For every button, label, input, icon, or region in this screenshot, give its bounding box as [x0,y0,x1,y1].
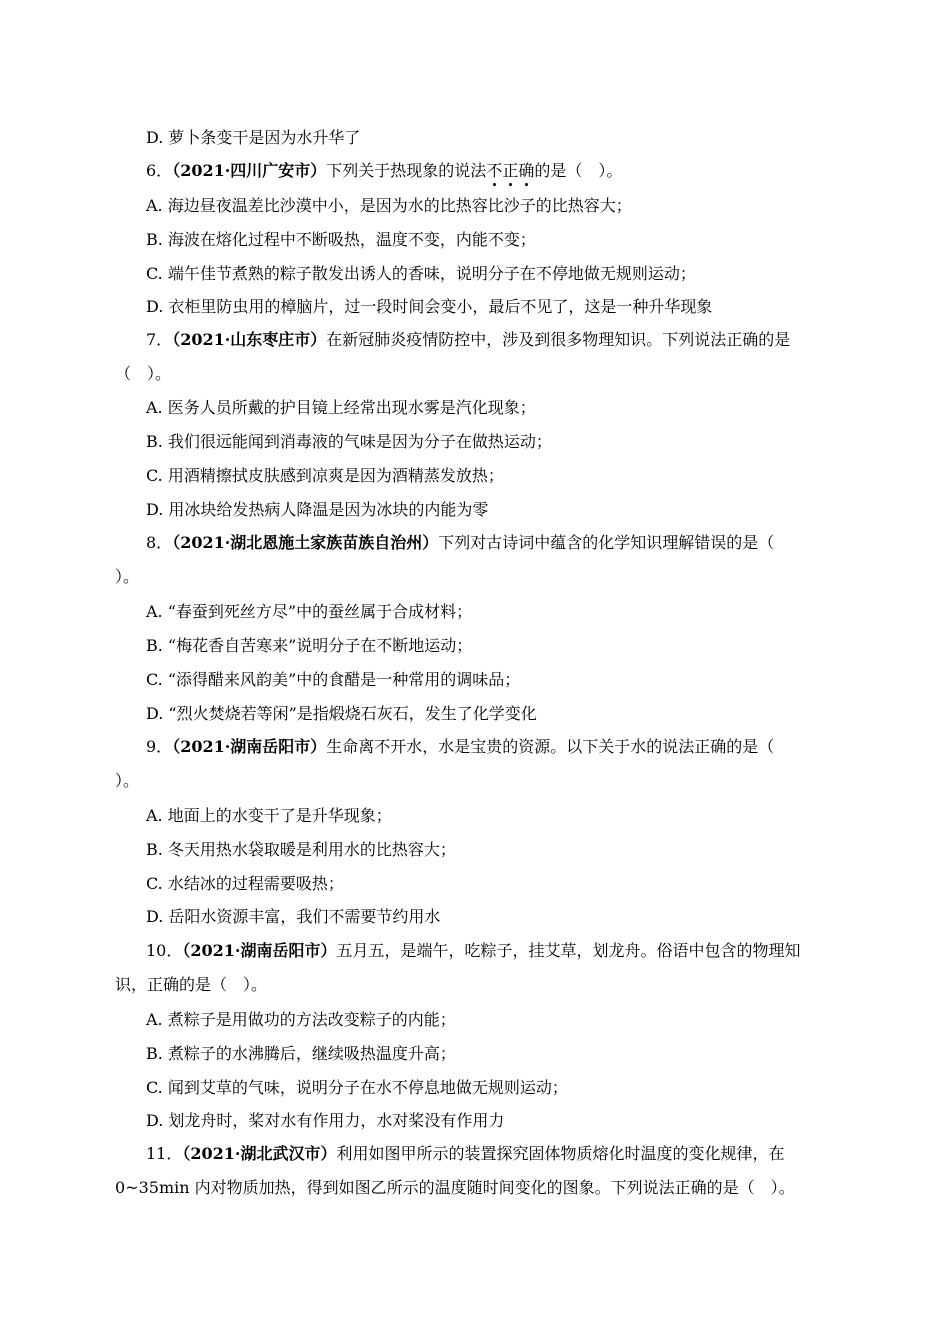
q8-continuation: ）。 [115,567,140,586]
emphasis-char: 确 [518,161,535,180]
question-7 [146,330,790,350]
question-text: 下列关于热现象的说法 [326,161,487,180]
emphasis-char: 正 [502,161,519,180]
q7-continuation: （ ）。 [115,364,172,383]
q8-option-b: B. “梅花香自苦寒来”说明分子在不断地运动； [146,636,473,655]
q7-option-a: A. 医务人员所戴的护目镜上经常出现水雾是汽化现象； [146,398,536,417]
q10-continuation: 识，正确的是（ ）。 [115,975,268,994]
q10-option-d: D. 划龙舟时，桨对水有作用力，水对桨没有作用力 [146,1111,505,1130]
question-source: （2021·山东枣庄市） [172,330,327,349]
q9-option-a: A. 地面上的水变干了是升华现象； [146,806,392,825]
question-10 [146,941,801,961]
q8-option-c: C. “添得醋来风韵美”中的食醋是一种常用的调味品； [146,670,521,689]
question-number: 7． [146,330,173,349]
q6-option-c: C. 端午佳节煮熟的粽子散发出诱人的香味，说明分子在不停地做无规则运动； [146,264,696,283]
question-text: 利用如图甲所示的装置探究固体物质熔化时温度的变化规律，在 [336,1144,785,1163]
q10-option-c: C. 闻到艾草的气味，说明分子在水不停息地做无规则运动； [146,1078,568,1097]
question-text: 在新冠肺炎疫情防控中，涉及到很多物理知识。下列说法正确的是 [326,330,791,349]
question-text: 生命离不开水，水是宝贵的资源。以下关于水的说法正确的是（ [326,737,775,756]
question-source: （2021·湖北恩施土家族苗族自治州） [172,533,439,552]
q10-option-b: B. 煮粽子的水沸腾后，继续吸热温度升高； [146,1044,456,1063]
question-text: 下列对古诗词中蕴含的化学知识理解错误的是（ [438,533,775,552]
question-source: （2021·湖南岳阳市） [182,941,337,960]
question-source: （2021·湖南岳阳市） [172,737,327,756]
question-number: 10． [146,941,183,960]
question-text-tail: 的是（ ）。 [534,161,623,180]
question-source: （2021·四川广安市） [172,161,327,180]
question-11 [146,1144,785,1164]
q6-option-d: D. 衣柜里防虫用的樟脑片，过一段时间会变小，最后不见了，这是一种升华现象 [146,297,713,316]
q10-option-a: A. 煮粽子是用做功的方法改变粽子的内能； [146,1010,456,1029]
q7-option-d: D. 用冰块给发热病人降温是因为冰块的内能为零 [146,500,489,519]
question-number: 9． [146,737,173,756]
q7-option-b: B. 我们很远能闻到消毒液的气味是因为分子在做热运动； [146,432,552,451]
q9-continuation: ）。 [115,771,140,790]
emphasis-char: 不 [486,161,503,180]
question-source: （2021·湖北武汉市） [182,1144,337,1163]
question-9 [146,737,774,757]
q9-option-c: C. 水结冰的过程需要吸热； [146,874,344,893]
q8-option-a: A. “春蚕到死丝方尽”中的蚕丝属于合成材料； [146,602,473,621]
q9-option-b: B. 冬天用热水袋取暖是利用水的比热容大； [146,840,456,859]
question-number: 6． [146,161,173,180]
q8-option-d: D. “烈火焚烧若等闲”是指煅烧石灰石，发生了化学变化 [146,704,537,723]
q5-option-d: D. 萝卜条变干是因为水升华了 [146,128,361,147]
question-8 [146,533,774,553]
question-text: 五月五，是端午，吃粽子，挂艾草，划龙舟。俗语中包含的物理知 [336,941,801,960]
question-6 [146,161,622,181]
question-number: 11． [146,1144,183,1163]
q6-option-b: B. 海波在熔化过程中不断吸热，温度不变，内能不变； [146,230,536,249]
question-number: 8． [146,533,173,552]
q11-continuation: 0~35min 内对物质加热，得到如图乙所示的温度随时间变化的图象。下列说法正确的是（ ）。 [115,1178,795,1197]
q7-option-c: C. 用酒精擦拭皮肤感到凉爽是因为酒精蒸发放热； [146,466,504,485]
q9-option-d: D. 岳阳水资源丰富，我们不需要节约用水 [146,907,441,926]
q6-option-a: A. 海边昼夜温差比沙漠中小，是因为水的比热容比沙子的比热容大； [146,196,632,215]
